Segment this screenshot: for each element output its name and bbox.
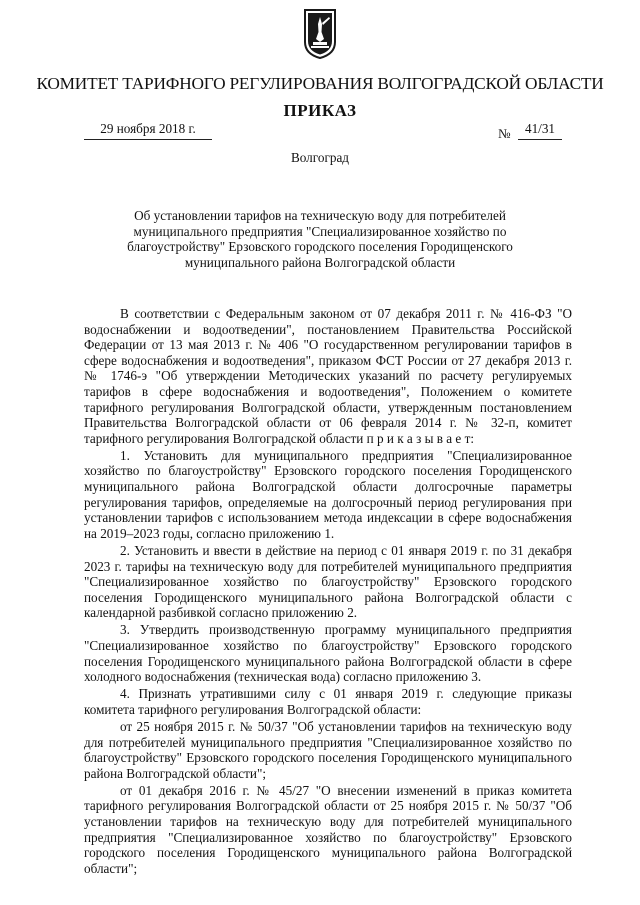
city: Волгоград: [290, 150, 350, 165]
paragraph-item-3: 3. Утвердить производственную программу муниципального предприятия "Специализированное хозяйство по благоустройству" Ерзовского городского поселения Городищенского муниципального района Волгоградской области в сфере холодного водоснабжения (техническая вода) согласно приложению 3.: [84, 622, 572, 685]
document-title: Об установлении тарифов на техническую воду для потребителей муниципального предприятия "Специализированное хозяйство по благоустройству" Ерзовского городского поселения Городищенского муниципального района Волгоградской области: [127, 208, 513, 270]
number-sign: №: [498, 126, 511, 141]
paragraph-item-4: 4. Признать утратившими силу с 01 января 2019 г. следующие приказы комитета тарифного регулирования Волгоградской области:: [84, 686, 572, 717]
organization-name: КОМИТЕТ ТАРИФНОГО РЕГУЛИРОВАНИЯ ВОЛГОГРАДСКОЙ ОБЛАСТИ: [36, 74, 604, 93]
paragraph-preamble: В соответствии с Федеральным законом от 07 декабря 2011 г. № 416-ФЗ "О водоснабжении и водоотведении", постановлением Правительства Российской Федерации от 13 мая 2013 г. № 406 "О государственном регулировании тарифов в сфере водоснабжения и водоотведения", приказом ФСТ России от 27 декабря 2013 г. № 1746-э "Об утверждении Методических указаний по расчету регулируемых тарифов в сфере водоснабжения и водоотведения", Положением о комитете тарифного регулирования Волгоградской области, утвержденным постановлением Правительства Волгоградской области от 06 февраля 2014 г. № 32-п, комитет тарифного регулирования Волгоградской области п р и к а з ы в а е т:: [84, 306, 572, 446]
paragraph-repealed-order-1: от 25 ноября 2015 г. № 50/37 "Об установлении тарифов на техническую воду для потребителей муниципального предприятия "Специализированное хозяйство по благоустройству" Ерзовского городского поселения Городищенского муниципального района Волгоградской области";: [84, 718, 572, 781]
paragraph-item-2: 2. Установить и ввести в действие на период с 01 января 2019 г. по 31 декабря 2023 г. тарифы на техническую воду для потребителей муниципального предприятия "Специализированное хозяйство по благоустройству" Ерзовского городского поселения Городищенского муниципального района Волгоградской области с календарной разбивкой согласно приложению 2.: [84, 542, 572, 621]
document-date: 29 ноября 2018 г.: [84, 121, 212, 140]
paragraph-repealed-order-2: от 01 декабря 2016 г. № 45/27 "О внесении изменений в приказ комитета тарифного регулирования Волгоградской области от 25 ноября 2015 г. № 50/37 "Об установлении тарифов на техническую воду для потребителей муниципального предприятия "Специализированное хозяйство по благоустройству" Ерзовского городского поселения Городищенского муниципального района Волгоградской области";: [84, 782, 572, 876]
document-body: [84, 306, 572, 876]
document-number: 41/31: [518, 121, 562, 140]
document-type: ПРИКАЗ: [283, 101, 357, 120]
paragraph-item-1: 1. Установить для муниципального предприятия "Специализированное хозяйство по благоустройству" Ерзовского городского поселения Городищенского муниципального района Волгоградской области долгосрочные параметры регулирования тарифов, определяемые на долгосрочный период регулирования при установлении тарифов с использованием метода индексации в сфере водоснабжения на 2019–2023 годы, согласно приложению 1.: [84, 447, 572, 541]
coat-of-arms-icon: [303, 8, 337, 60]
